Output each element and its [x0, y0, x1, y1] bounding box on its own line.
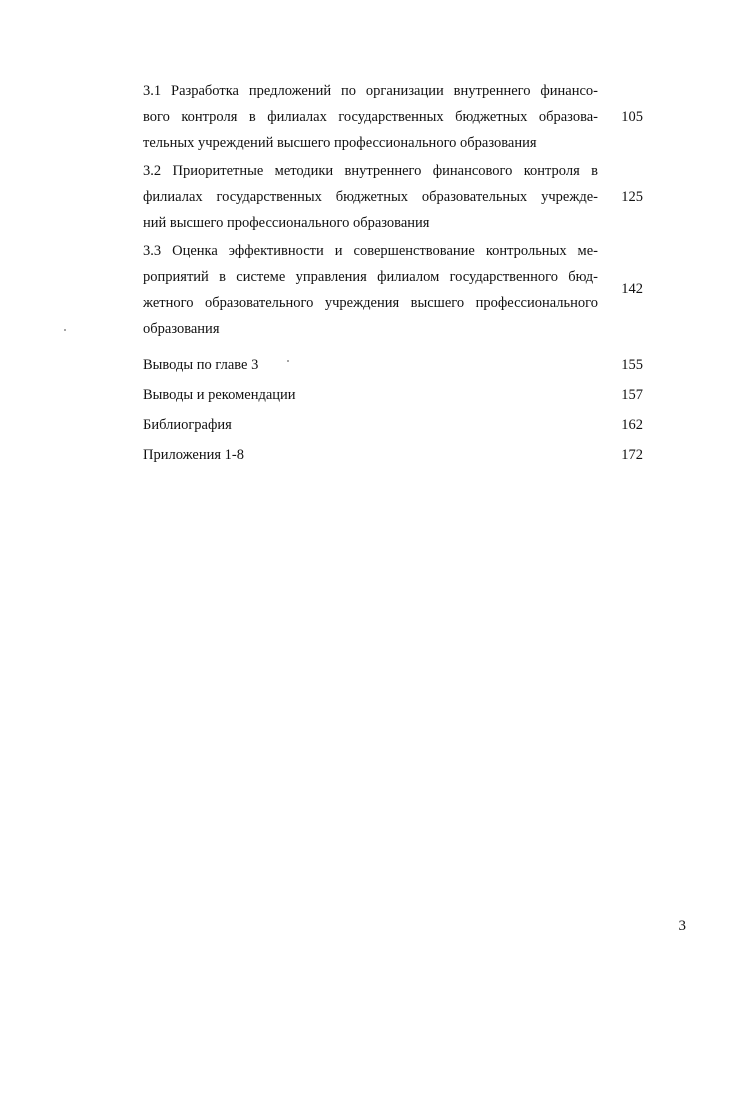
page-number: 3 [678, 918, 686, 934]
toc-entry-line: 3.1 Разработка предложений по организации внутреннего финансо- [143, 83, 598, 99]
toc-entry-page: 125 [621, 189, 643, 205]
toc-entry-3-1 [143, 78, 643, 156]
table-of-contents [143, 78, 643, 470]
toc-entry-3-3 [143, 238, 643, 342]
toc-entry-line: тельных учреждений высшего профессионального образования [143, 135, 537, 151]
toc-entry-bibliography [143, 410, 643, 440]
toc-entry-line: 3.3 Оценка эффективности и совершенствование контрольных ме- [143, 243, 598, 259]
toc-entry-page: 157 [621, 387, 643, 403]
toc-entry-conclusions-recommendations [143, 380, 643, 410]
toc-entry-title [143, 158, 598, 236]
toc-entry-title [143, 78, 598, 156]
toc-entry-page: 162 [621, 417, 643, 433]
toc-entry-page: 105 [621, 109, 643, 125]
toc-entry-title [143, 238, 598, 342]
toc-entry-title: Выводы по главе 3 [143, 357, 259, 373]
toc-entry-line: 3.2 Приоритетные методики внутреннего финансового контроля в [143, 163, 598, 179]
toc-entry-line: образования [143, 321, 220, 337]
toc-entry-line: ний высшего профессионального образования [143, 215, 430, 231]
toc-entry-appendices [143, 440, 643, 470]
scan-speck [64, 329, 66, 331]
toc-entry-page: 155 [621, 357, 643, 373]
toc-entry-conclusions-ch3 [143, 350, 643, 380]
toc-entry-line: вого контроля в филиалах государственных бюджетных образова- [143, 109, 598, 125]
toc-entry-title: Библиография [143, 417, 232, 433]
toc-entry-title: Приложения 1-8 [143, 447, 245, 463]
toc-entry-line: филиалах государственных бюджетных образовательных учрежде- [143, 189, 598, 205]
toc-entry-3-2 [143, 158, 643, 236]
toc-entry-page: 142 [621, 281, 643, 297]
toc-entry-title: Выводы и рекомендации [143, 387, 296, 403]
toc-entry-line: роприятий в системе управления филиалом государственного бюд- [143, 269, 598, 285]
toc-entry-line: жетного образовательного учреждения высшего профессионального [143, 295, 598, 311]
scan-speck [287, 360, 289, 362]
toc-entry-page: 172 [621, 447, 643, 463]
